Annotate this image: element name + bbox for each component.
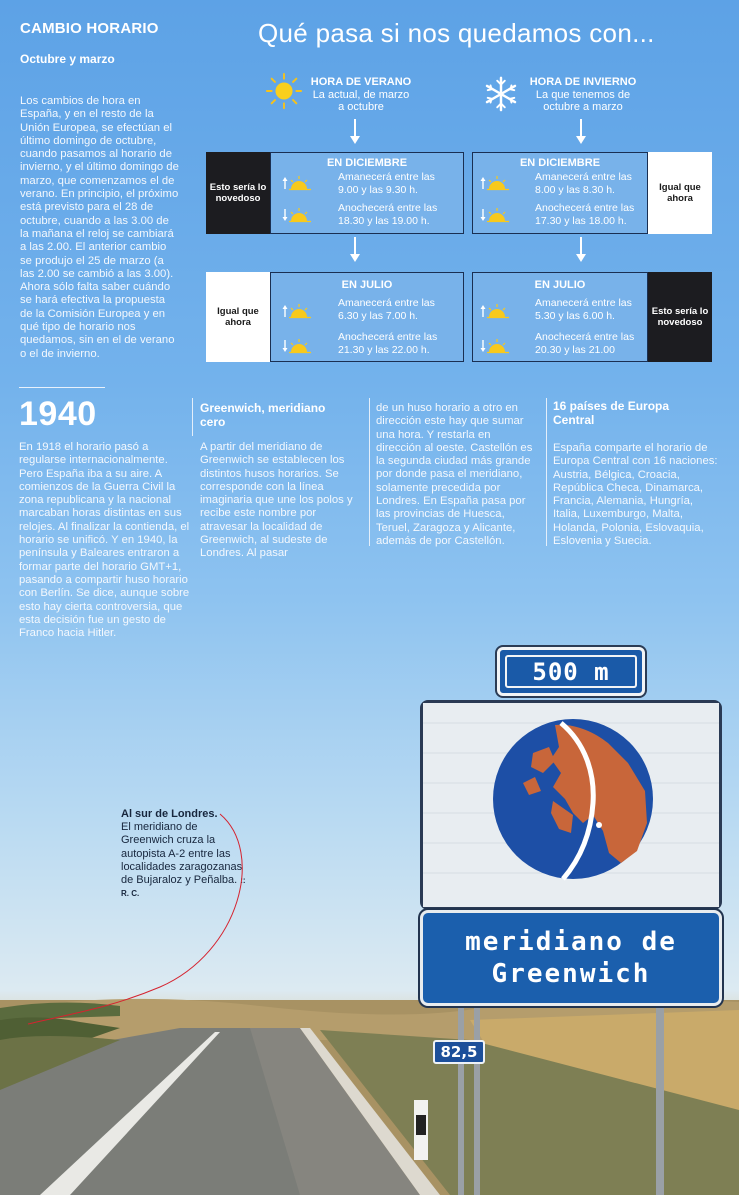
arrow-down-icon [575, 237, 587, 263]
summer-sub1: La actual, de marzo [312, 88, 410, 101]
snowflake-icon [482, 75, 520, 113]
column-rule [369, 398, 370, 546]
summer-sub2: a octubre [338, 101, 384, 113]
divider [19, 387, 105, 388]
sunrise-icon [282, 300, 312, 320]
sunrise-text: Amanecerá entre las [535, 171, 632, 183]
summer-july-side-label: Igual que ahora [206, 272, 270, 362]
sunset-time: 20.30 y las 21.00 [535, 344, 615, 356]
sunrise-time: 9.00 y las 9.30 h. [338, 184, 418, 196]
column-rule [546, 398, 547, 546]
sunrise-icon [480, 300, 510, 320]
sunrise-icon [282, 172, 312, 192]
caption-body: El meridiano de Greenwich cruza la autopista A-2 entre las localidades zaragozanas de Bujaraloz y Peñalba. [121, 821, 243, 887]
year-1940-body: En 1918 el horario pasó a regularse internacionalmente. Pero España iba a su aire. A comienzos de la Guerra Civil la zona republicana y la nacional marcaban horas distintas en sus relojes. Al finalizar la contienda, el horario se unificó. Y en 1940, la península y Baleares entraron a formar parte del horario GMT+1, pasando a compartir huso horario con Berlín. Se dice, aunque sobre esto hay cierta controversia, que esta decisión fue un gesto de Franco hacia Hitler. [19, 441, 190, 640]
km-marker-sign: 82,5 [433, 1040, 485, 1064]
meridiano-line2: Greenwich [491, 959, 651, 989]
sunrise-time: 5.30 y las 6.00 h. [535, 310, 615, 322]
summer-title: HORA DE VERANO [310, 76, 412, 88]
sunrise-text: Amanecerá entre las [338, 171, 435, 183]
greenwich-body: A partir del meridiano de Greenwich se establecen los distintos husos horarios. Se corresponde con la línea imaginaria que une los polos y recibe este nombre por atravesar la localidad de Greenwich, al sudeste de Londres. Al pasar [200, 441, 353, 560]
infographic-title: Qué pasa si nos quedamos con... [258, 18, 655, 48]
arrow-down-icon [349, 237, 361, 263]
caption-leader-line [20, 812, 260, 1027]
winter-july-side-label: Esto sería lo novedoso [648, 272, 712, 362]
summer-december-side-label: Esto sería lo novedoso [206, 152, 270, 234]
sign-500m-text: 500 m [505, 655, 637, 688]
sunset-time: 18.30 y las 19.00 h. [338, 215, 430, 227]
sunset-time: 17.30 y las 18.00 h. [535, 215, 627, 227]
section-title-cambio-horario: CAMBIO HORARIO [20, 20, 159, 37]
paises-body: España comparte el horario de Europa Central con 16 naciones: Austria, Bélgica, Croacia, República Checa, Dinamarca, Francia, Alemania, Hungría, Italia, Luxemburgo, Malta, Holanda, Polonia, Eslovaquia, Eslovenia y Suecia. [553, 442, 718, 548]
sunrise-text: Amanecerá entre las [338, 297, 435, 309]
sunset-text: Anochecerá entre las [535, 202, 635, 214]
panel-month: EN JULIO [341, 279, 393, 291]
cambio-horario-body: Los cambios de hora en España, y en el resto de la Unión Europea, se efectúan el último domingo de octubre, cuando pasamos al horario de invierno, y el último domingo de marzo, que comenzamos el de verano. En principio, el próximo está previsto para el 28 de octubre, cuando a las 3.00 de la mañana el reloj se cambiará a las 2.00. El anterior cambio se produjo el 25 de marzo (a las 2.00 se cambió a las 3.00). Ahora sólo falta saber cuándo se hará efectiva la propuesta de la Comisión Europea y en qué tipo de horario nos quedamos, sin en el de verano o el de invierno. [20, 95, 179, 360]
meridiano-sign [420, 910, 722, 1006]
winter-sub1: La que tenemos de [535, 88, 631, 101]
sunrise-time: 6.30 y las 7.00 h. [338, 310, 418, 322]
year-1940-title: 1940 [19, 395, 97, 433]
panel-month: EN DICIEMBRE [326, 157, 408, 169]
sunset-icon [480, 204, 510, 224]
sign-post [474, 1000, 480, 1195]
sign-500m [497, 647, 645, 696]
sign-post [458, 1000, 464, 1195]
globe-sign [420, 700, 722, 910]
arrow-down-icon [349, 119, 361, 145]
sunset-text: Anochecerá entre las [338, 331, 438, 343]
greenwich-title: Greenwich, meridiano cero [200, 401, 326, 429]
greenwich-body-continued: de un huso horario a otro en dirección este hay que sumar una hora. Y restarla en dirección al oeste. Castellón es la segunda ciudad más grande por donde pasa el meridiano, solamente precedida por Londres. En España pasa por las provincias de Huesca, Teruel, Zaragoza y Alicante, además de por Castellón. [376, 402, 533, 547]
sunset-icon [282, 335, 312, 355]
panel-month: EN JULIO [534, 279, 586, 291]
winter-sub2: octubre a marzo [543, 101, 623, 113]
summer-header [296, 76, 426, 114]
section-subtitle: Octubre y marzo [20, 52, 115, 66]
winter-december-side-label: Igual que ahora [648, 152, 712, 234]
sunset-text: Anochecerá entre las [338, 202, 438, 214]
sunrise-text: Amanecerá entre las [535, 297, 632, 309]
panel-month: EN DICIEMBRE [519, 157, 601, 169]
sunset-time: 21.30 y las 22.00 h. [338, 344, 430, 356]
caption-title: Al sur de Londres. [121, 808, 218, 820]
paises-title: 16 países de Europa Central [553, 399, 670, 427]
caption-credit: :: R. C. [121, 876, 246, 899]
sunrise-time: 8.00 y las 8.30 h. [535, 184, 615, 196]
winter-header [518, 76, 648, 114]
arrow-down-icon [575, 119, 587, 145]
winter-title: HORA DE INVIERNO [529, 76, 637, 88]
sunrise-icon [480, 172, 510, 192]
sunset-icon [282, 204, 312, 224]
sunset-icon [480, 335, 510, 355]
column-rule [192, 398, 193, 436]
sign-post [656, 1000, 664, 1195]
meridiano-line1: meridiano de [465, 927, 677, 957]
sunset-text: Anochecerá entre las [535, 331, 635, 343]
globe-icon [423, 703, 719, 907]
